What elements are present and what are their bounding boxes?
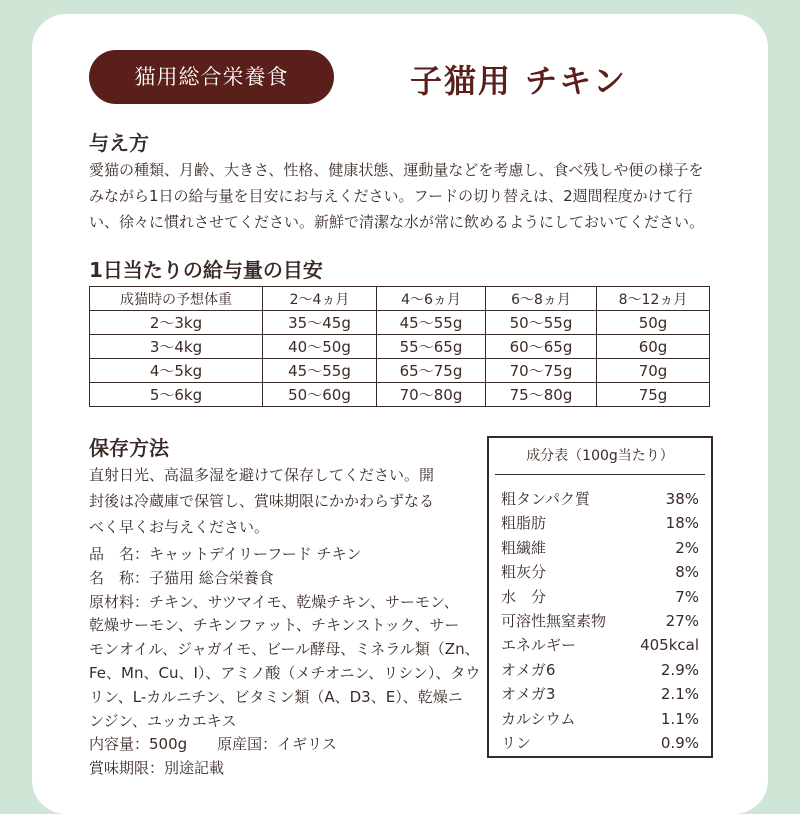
table-cell: 5〜6kg xyxy=(90,383,263,407)
table-cell: 3〜4kg xyxy=(90,335,263,359)
expiry-line: 賞味期限：別途記載 xyxy=(89,759,225,778)
nutrient-name: 水 分 xyxy=(501,587,547,606)
feeding-heading: 与え方 xyxy=(89,131,149,155)
table-cell: 60g xyxy=(597,335,710,359)
table-cell: 65〜75g xyxy=(377,359,486,383)
nutrition-heading: 成分表（100g当たり） xyxy=(495,438,705,475)
table-cell: 45〜55g xyxy=(377,311,486,335)
nutrition-row xyxy=(501,707,699,731)
nutrient-value: 1.1% xyxy=(660,709,699,728)
nutrition-table xyxy=(487,436,713,758)
table-cell: 50〜60g xyxy=(263,383,377,407)
table-row xyxy=(90,359,710,383)
product-info xyxy=(89,543,481,781)
product-name-line: 品 名：キャットデイリーフード チキン xyxy=(89,545,362,563)
table-cell: 60〜65g xyxy=(486,335,597,359)
nutrient-name: 粗繊維 xyxy=(501,538,547,557)
table-row xyxy=(90,311,710,335)
nutrient-value: 38% xyxy=(665,490,699,508)
ingredients-line: Fe、Mn、Cu、I）、アミノ酸（メチオニン、リシン）、タウ xyxy=(89,663,481,682)
category-badge: 猫用総合栄養食 xyxy=(89,50,334,104)
feeding-line: い、徐々に慣れさせてください。新鮮で清潔な水が常に飲めるようにしておいてください。 xyxy=(89,213,705,231)
nutrition-row xyxy=(501,731,699,755)
nutrient-value: 7% xyxy=(675,587,699,606)
column-header: 4〜6ヵ月 xyxy=(377,287,486,311)
column-header: 成猫時の予想体重 xyxy=(90,287,263,311)
table-header-row xyxy=(90,287,710,311)
nutrient-name: エネルギー xyxy=(501,636,577,655)
nutrient-name: カルシウム xyxy=(501,709,576,728)
nutrient-name: 可溶性無窒素物 xyxy=(501,611,607,630)
nutrition-row xyxy=(501,560,699,584)
nutrient-value: 2% xyxy=(675,538,699,557)
product-title: 子猫用 チキン xyxy=(410,62,627,100)
feeding-instructions xyxy=(89,157,704,235)
table-cell: 45〜55g xyxy=(263,359,377,383)
table-cell: 35〜45g xyxy=(263,311,377,335)
table-cell: 4〜5kg xyxy=(90,359,263,383)
ingredients-line: モンオイル、ジャガイモ、ビール酵母、ミネラル類（Zn、 xyxy=(89,640,480,659)
table-cell: 55〜65g xyxy=(377,335,486,359)
table-row xyxy=(90,335,710,359)
nutrient-name: 粗脂肪 xyxy=(501,514,547,533)
column-header: 6〜8ヵ月 xyxy=(486,287,597,311)
nutrition-row xyxy=(501,633,699,657)
nutrient-name: 粗灰分 xyxy=(501,563,547,582)
nutrient-value: 2.9% xyxy=(660,660,699,679)
nutrition-row xyxy=(501,585,699,609)
nutrient-value: 2.1% xyxy=(660,685,699,704)
ingredients-line: 乾燥サーモン、チキンファット、チキンストック、サー xyxy=(89,616,460,635)
table-cell: 50g xyxy=(597,311,710,335)
feeding-line: 愛猫の種類、月齢、大きさ、性格、健康状態、運動量などを考慮し、食べ残しや便の様子を xyxy=(89,161,704,179)
daily-amount-heading: 1日当たりの給与量の目安 xyxy=(89,258,323,282)
ingredients-line: ンジン、ユッカエキス xyxy=(89,711,237,730)
storage-line: 直射日光、高温多湿を避けて保存してください。開 xyxy=(89,466,435,484)
nutrient-name: オメガ3 xyxy=(501,685,556,704)
table-cell: 50〜55g xyxy=(486,311,597,335)
storage-heading: 保存方法 xyxy=(89,436,169,460)
storage-line: べく早くお与えください。 xyxy=(89,518,270,536)
table-cell: 75g xyxy=(597,383,710,407)
nutrient-name: 粗タンパク質 xyxy=(501,490,590,508)
nutrition-row xyxy=(501,682,699,706)
nutrient-name: オメガ6 xyxy=(501,660,556,679)
table-cell: 70g xyxy=(597,359,710,383)
table-cell: 70〜80g xyxy=(377,383,486,407)
table-cell: 70〜75g xyxy=(486,359,597,383)
table-row xyxy=(90,383,710,407)
column-header: 8〜12ヵ月 xyxy=(597,287,710,311)
nutrition-list xyxy=(489,475,711,755)
nutrition-row xyxy=(501,536,699,560)
table-cell: 40〜50g xyxy=(263,335,377,359)
column-header: 2〜4ヵ月 xyxy=(263,287,377,311)
nutrition-row xyxy=(501,487,699,511)
ingredients-line: 原材料：チキン、サツマイモ、乾燥チキン、サーモン、 xyxy=(89,592,459,611)
storage-instructions xyxy=(89,462,434,540)
nutrient-name: リン xyxy=(501,733,532,752)
nutrition-row xyxy=(501,511,699,535)
ingredients-line: リン、L-カルニチン、ビタミン類（A、D3、E）、乾燥ニ xyxy=(89,687,463,706)
nutrient-value: 8% xyxy=(675,563,699,582)
content-origin-line: 内容量：500g 原産国：イギリス xyxy=(89,735,337,754)
table-cell: 2〜3kg xyxy=(90,311,263,335)
product-type-line: 名 称：子猫用 総合栄養食 xyxy=(89,568,274,587)
nutrient-value: 18% xyxy=(665,514,699,533)
nutrient-value: 0.9% xyxy=(660,733,699,752)
nutrient-value: 27% xyxy=(665,611,699,630)
nutrition-row xyxy=(501,609,699,633)
storage-line: 封後は冷蔵庫で保管し、賞味期限にかかわらずなる xyxy=(89,492,435,510)
feeding-line: みながら1日の給与量を目安にお与えください。フードの切り替えは、2週間程度かけて行 xyxy=(89,187,693,205)
feeding-table xyxy=(89,286,710,407)
table-cell: 75〜80g xyxy=(486,383,597,407)
nutrition-row xyxy=(501,658,699,682)
nutrient-value: 405kcal xyxy=(640,636,699,655)
